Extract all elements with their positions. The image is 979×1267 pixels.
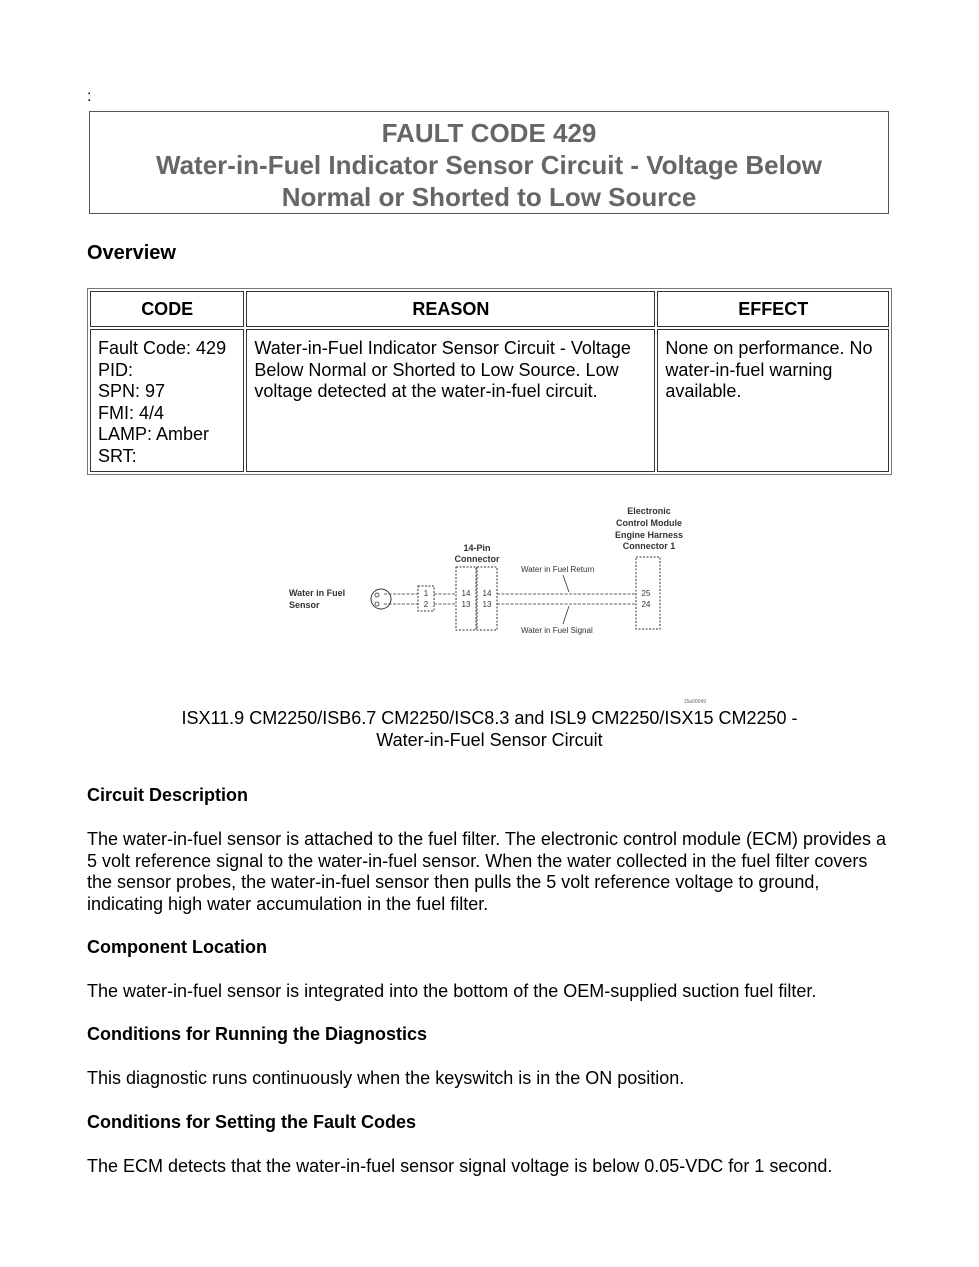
sensor-pin-dot	[375, 593, 379, 597]
connector-label-line: 14-Pin	[463, 543, 491, 553]
section-heading: Circuit Description	[87, 785, 249, 805]
wiring-diagram	[280, 500, 710, 705]
reason-cell: Water-in-Fuel Indicator Sensor Circuit - Voltage Below Normal or Shorted to Low Source. Low voltage detected at the water-in-fuel circuit.	[246, 329, 655, 472]
diagram-caption	[0, 707, 979, 751]
effect-cell: None on performance. No water-in-fuel warning available.	[657, 329, 889, 472]
code-line: Fault Code: 429	[98, 338, 227, 358]
signal-leader	[563, 606, 569, 624]
fault-code-table	[87, 288, 892, 475]
ecm-pin-label: 24	[641, 600, 651, 609]
section-heading: Conditions for Setting the Fault Codes	[87, 1112, 416, 1132]
connector-pin-label: 13	[461, 600, 471, 609]
connector-pin-label: 14	[461, 589, 471, 598]
connector-half-right	[477, 567, 497, 630]
code-line: SPN: 97	[98, 381, 166, 401]
code-cell	[90, 329, 244, 472]
header-effect: EFFECT	[657, 291, 889, 327]
table-header-row	[90, 291, 889, 327]
connector-half-left	[456, 567, 476, 630]
code-line: PID:	[98, 359, 134, 380]
caption-line: Water-in-Fuel Sensor Circuit	[376, 730, 603, 750]
fault-description-line-1: Water-in-Fuel Indicator Sensor Circuit - Voltage Below	[156, 150, 822, 180]
sensor-label-line: Sensor	[289, 600, 320, 610]
header-code: CODE	[90, 291, 244, 327]
section-text: The water-in-fuel sensor is attached to the fuel filter. The electronic control module (ECM) provides a 5 volt reference signal to the water-in-fuel sensor. When the water collected in the fuel filter covers the sensor probes, the water-in-fuel sensor then pulls the 5 volt reference voltage to ground, indicating high water accumulation in the fuel filter.	[87, 829, 887, 914]
ecm-label-line: Electronic	[627, 506, 671, 516]
ecm-label-line: Connector 1	[622, 541, 676, 551]
caption-line: ISX11.9 CM2250/ISB6.7 CM2250/ISC8.3 and ISL9 CM2250/ISX15 CM2250 -	[181, 708, 798, 728]
sensor-pin-label: 2	[423, 600, 429, 609]
connector-pin-label: 14	[482, 589, 492, 598]
signal-wire-label: Water in Fuel Signal	[521, 626, 593, 635]
return-leader	[563, 575, 569, 592]
sensor-pin-dot	[375, 602, 379, 606]
code-line: FMI: 4/4	[98, 402, 165, 423]
overview-heading: Overview	[87, 242, 176, 264]
ecm-label-line: Engine Harness	[614, 530, 684, 540]
sensor-label-line: Water in Fuel	[289, 588, 346, 598]
code-line: LAMP: Amber	[98, 424, 210, 444]
section-heading: Conditions for Running the Diagnostics	[87, 1024, 427, 1044]
return-wire-label: Water in Fuel Return	[521, 565, 595, 574]
ecm-label-line: Control Module	[616, 518, 682, 528]
section-heading: Component Location	[87, 937, 267, 957]
fault-title-box	[89, 111, 889, 214]
section-text: The ECM detects that the water-in-fuel sensor signal voltage is below 0.05-VDC for 1 second.	[87, 1156, 833, 1176]
header-reason: REASON	[246, 291, 655, 327]
section-text: This diagnostic runs continuously when the keyswitch is in the ON position.	[87, 1068, 685, 1088]
code-line: SRT:	[98, 445, 137, 466]
fault-description-line-2: Normal or Shorted to Low Source	[281, 182, 697, 212]
sensor-pin-label: 1	[423, 589, 429, 598]
page-marker: :	[87, 88, 92, 105]
ecm-pin-label: 25	[641, 589, 651, 598]
figure-ref-code: 15a00049	[683, 699, 706, 705]
connector-label-line: Connector	[454, 554, 500, 564]
table-row	[90, 329, 889, 472]
section-text: The water-in-fuel sensor is integrated into the bottom of the OEM-supplied suction fuel filter.	[87, 981, 817, 1001]
connector-pin-label: 13	[482, 600, 492, 609]
fault-code-title: FAULT CODE 429	[381, 118, 597, 148]
sensor-symbol	[371, 589, 391, 609]
